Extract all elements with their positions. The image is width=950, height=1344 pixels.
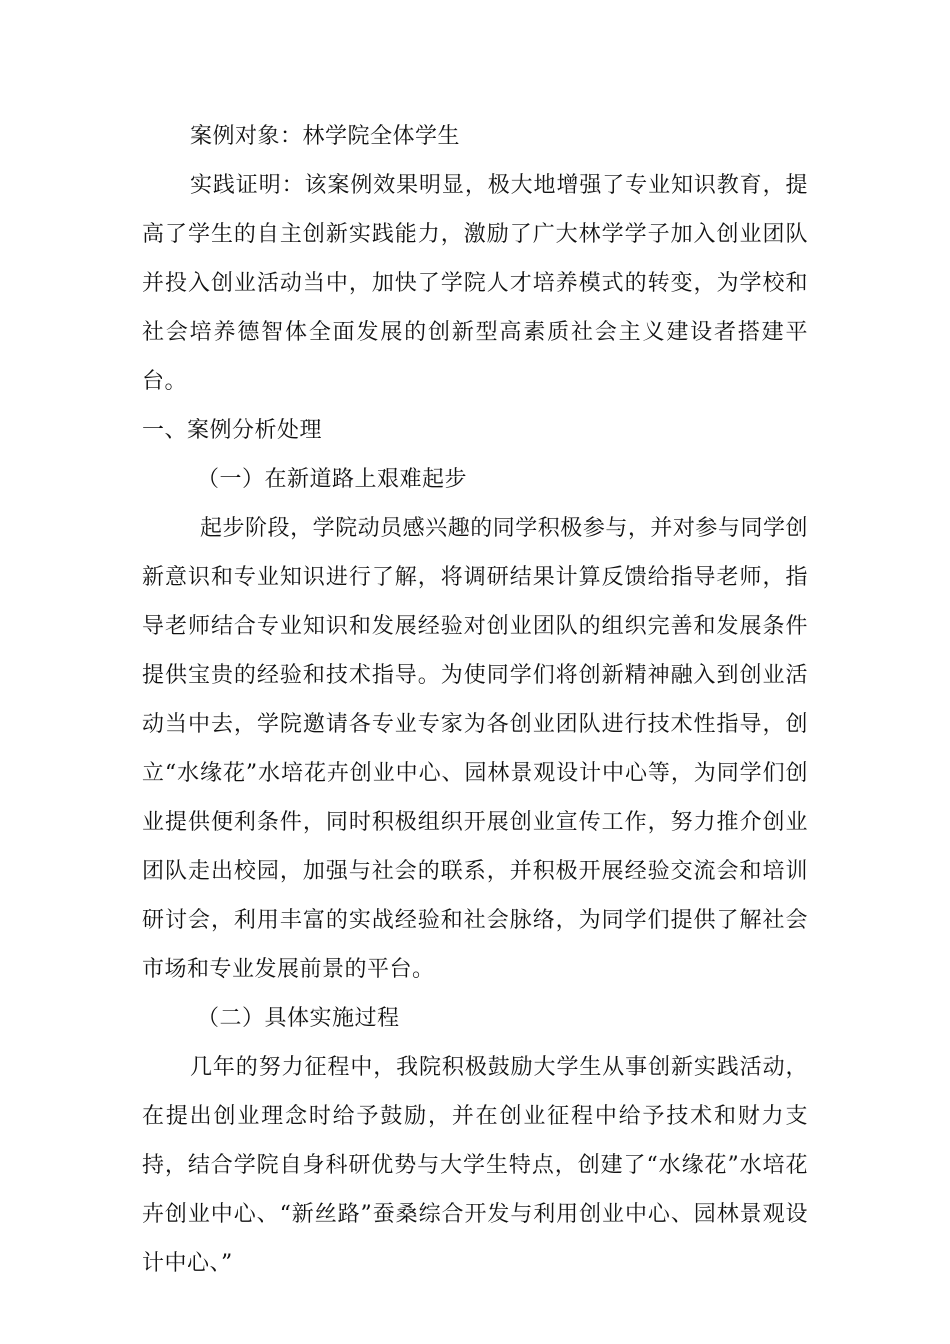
case-subject-paragraph: 案例对象：林学院全体学生 — [190, 124, 461, 149]
subsection-body-paragraph: 起步阶段，学院动员感兴趣的同学积极参与，并对参与同学创新意识和专业知识进行了解，将调研结果计算反馈给指导老师，指导老师结合专业知识和发展经验对创业团队的组织完善和发展条件提供宝贵的经验和技术指导。为使同学们将创新精神融入到创业活动当中去，学院邀请各专业专家为各创业团队进行技术性指导，创立“水缘花”水培花卉创业中心、园林景观设计中心等，为同学们创业提供便利条件，同时积极组织开展创业宣传工作，努力推介创业团队走出校园，加强与社会的联系，并积极开展经验交流会和培训研讨会，利用丰富的实战经验和社会脉络，为同学们提供了解社会市场和专业发展前景的平台。 — [142, 516, 808, 982]
subsection-heading: （一）在新道路上艰难起步 — [197, 467, 468, 492]
practice-proof-paragraph: 实践证明：该案例效果明显，极大地增强了专业知识教育，提高了学生的自主创新实践能力，激励了广大林学学子加入创业团队并投入创业活动当中，加快了学院人才培养模式的转变，为学校和社会培养德智体全面发展的创新型高素质社会主义建设者搭建平台。 — [142, 173, 808, 394]
document-body — [142, 112, 808, 1288]
subsection-body-paragraph: 几年的努力征程中，我院积极鼓励大学生从事创新实践活动，在提出创业理念时给予鼓励，并在创业征程中给予技术和财力支持，结合学院自身科研优势与大学生特点，创建了“水缘花”水培花卉创业中心、“新丝路”蚕桑综合开发与利用创业中心、园林景观设计中心、” — [142, 1055, 808, 1276]
subsection-heading: （二）具体实施过程 — [197, 1006, 400, 1031]
section-heading: 一、案例分析处理 — [142, 418, 323, 443]
